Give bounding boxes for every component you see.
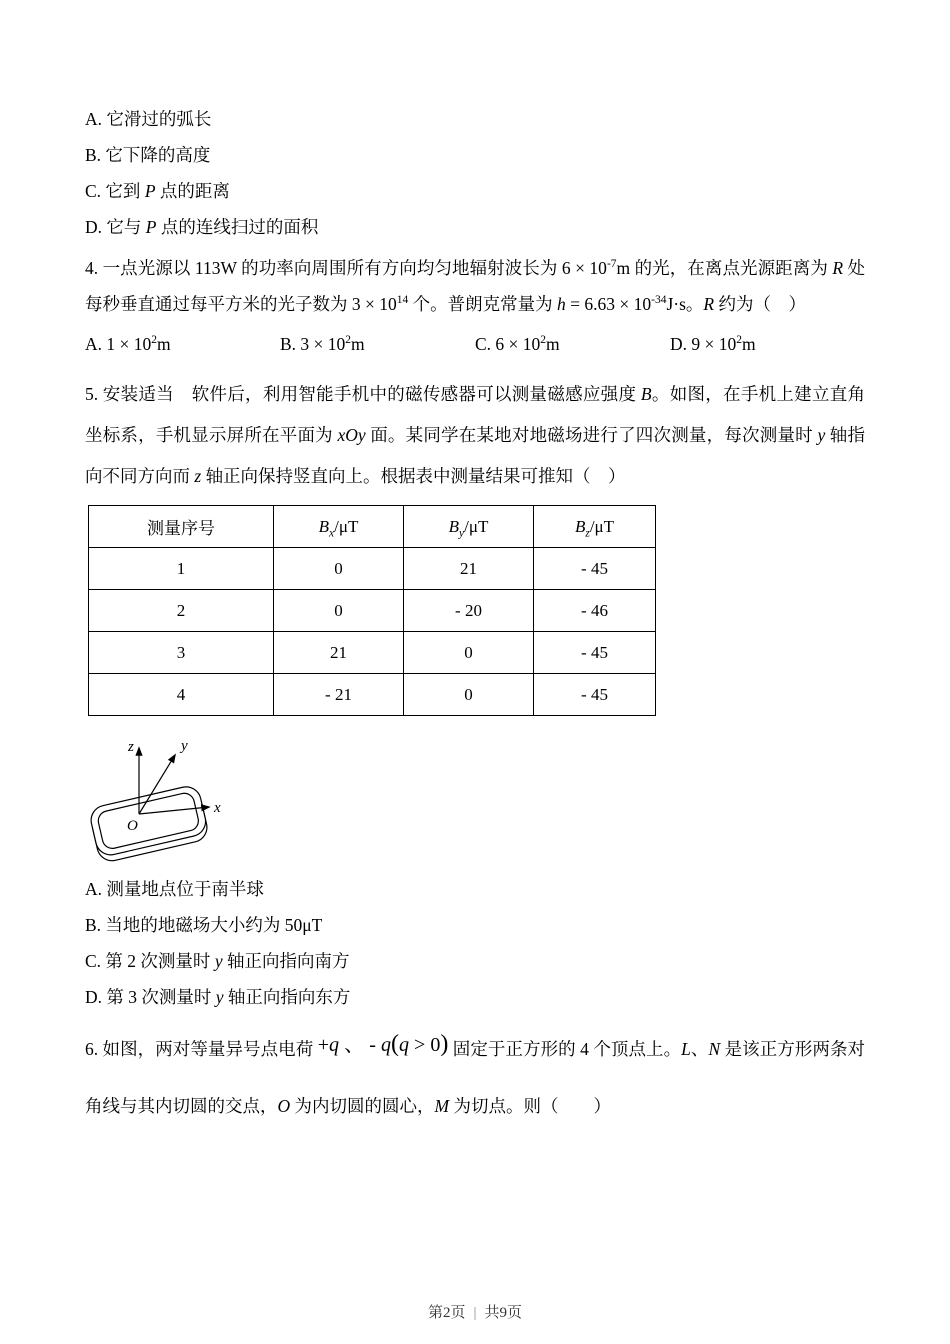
phone-figure [85,718,865,864]
q4-stem: 4. 一点光源以 113W 的功率向周围所有方向均匀地辐射波长为 $6 \times 10^{-7}m$ 的光，在离点光源距离为 R 处每秒垂直通过每平方米的光子数为 $3 \times 10^{14}$ 个。普朗克常量为 $h = 6.63 \times 10^{-34}J\cdot s$。R 约为（ ） [85,258,866,314]
q3-option-a: A. 它滑过的弧长 [85,109,212,129]
q4-option-b: B. $3 \times 10^2m$ [280,334,365,354]
x-axis-label: x [214,800,221,816]
table-row [89,548,656,590]
table-header-cell: $B_z/\mu T$ [534,506,656,548]
table-cell: 21 [404,548,534,590]
table-cell: 0 [404,632,534,674]
table-header-cell: $B_x/\mu T$ [274,506,404,548]
table-header-cell: $B_y/\mu T$ [404,506,534,548]
measurement-table [88,505,656,716]
table-row [89,674,656,716]
q5-option-d: D. 第 3 次测量时 y 轴正向指向东方 [85,987,351,1007]
table-header-cell: 测量序号 [89,506,274,548]
table-header-row [89,506,656,548]
table-cell: - 21 [274,674,404,716]
table-cell: - 46 [534,590,656,632]
q5-option-a: A. 测量地点位于南半球 [85,879,264,899]
table-cell: 3 [89,632,274,674]
table-cell: 0 [404,674,534,716]
table-cell: - 20 [404,590,534,632]
table-cell: 0 [274,548,404,590]
q4-option-c: C. $6 \times 10^2m$ [475,334,560,354]
footer-total-pages: 共9页 [484,1305,523,1321]
table-cell: 2 [89,590,274,632]
table-cell: 4 [89,674,274,716]
table-row [89,632,656,674]
q3-option-d: D. 它与 P 点的连线扫过的面积 [85,217,319,237]
table-cell: - 45 [534,548,656,590]
footer-separator: | [473,1305,477,1321]
table-cell: - 45 [534,674,656,716]
table-cell: - 45 [534,632,656,674]
table-cell: 1 [89,548,274,590]
q3-option-c: C. 它到 P 点的距离 [85,181,230,201]
q5-stem: 5. 安装适当 软件后，利用智能手机中的磁传感器可以测量磁感应强度 B。如图，在手机上建立直角坐标系，手机显示屏所在平面为 xOy 面。某同学在某地对地磁场进行了四次测量，每次测量时 y 轴指向不同方向而 z 轴正向保持竖直向上。根据表中测量结果可推知（ ） [85,384,866,486]
q5-options [85,876,865,1010]
table-cell: 21 [274,632,404,674]
phone-body [88,784,210,864]
footer-page-number: 第2页 [427,1305,466,1321]
q5-option-c: C. 第 2 次测量时 y 轴正向指向南方 [85,951,350,971]
q5-option-b: B. 当地的地磁场大小约为 50μT [85,915,323,935]
z-axis-label: z [128,739,134,755]
q6-stem: 6. 如图，两对等量异号点电荷 +q 、 - q(q > 0) 固定于正方形的 4 个顶点上。L、N 是该正方形两条对角线与其内切圆的交点，O 为内切圆的圆心，M 为切点。则（ ） [85,1031,866,1116]
q3-option-b: B. 它下降的高度 [85,145,211,165]
origin-label: O [127,818,138,834]
q4-options-row [85,330,865,358]
q4-option-d: D. $9 \times 10^2m$ [670,334,756,354]
table-row [89,590,656,632]
page-footer [0,1301,950,1322]
y-axis-label: y [181,738,188,754]
q4-option-a: A. $1 \times 10^2m$ [85,334,171,354]
phone-figure-svg [85,718,235,864]
table-cell: 0 [274,590,404,632]
